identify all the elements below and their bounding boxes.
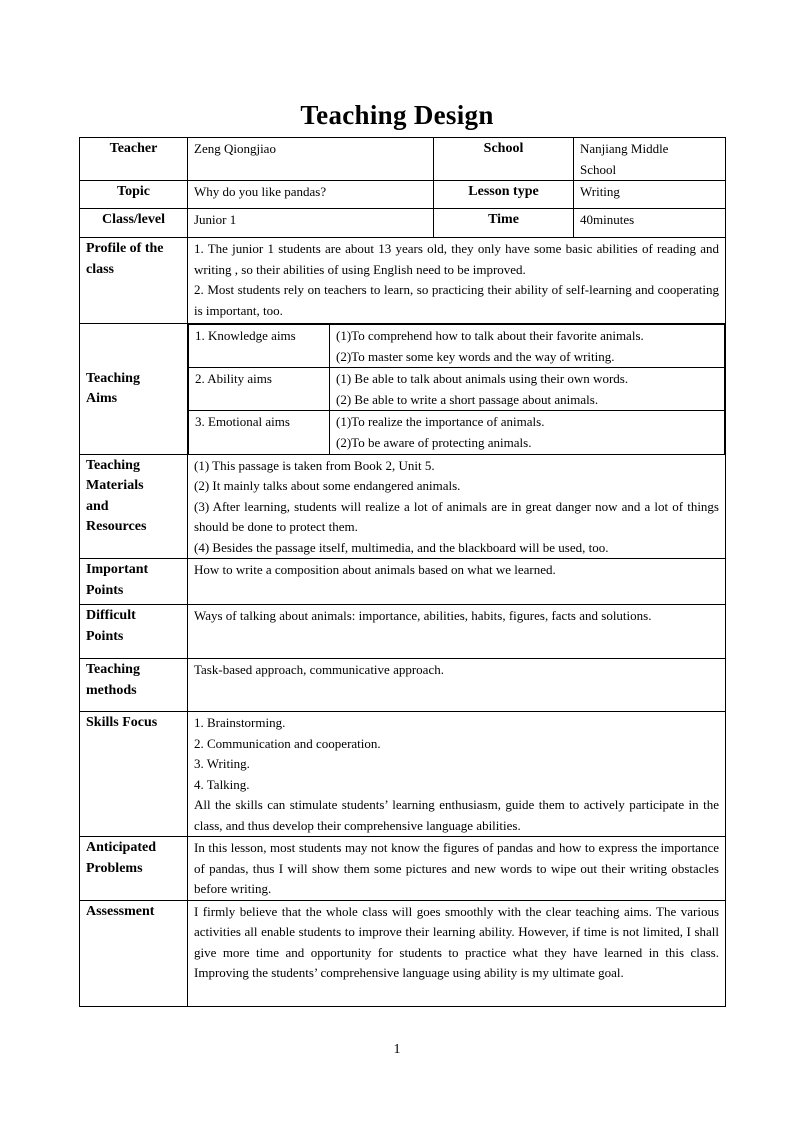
aim-detail: (1)To comprehend how to talk about their favorite animals. [336,328,644,343]
important-row [80,559,726,605]
profile-paragraph: 1. The junior 1 students are about 13 years old, they only have some basic abilities of reading and writing , so their abilities of using English need to be improved. [194,241,719,277]
aim-detail: (1) Be able to talk about animals using their own words. [336,371,629,386]
methods-label-line1: Teaching [86,662,140,677]
document-title: Teaching Design [300,100,494,130]
class-value: Junior 1 [188,209,434,238]
materials-label [80,454,188,559]
aims-row [80,324,726,455]
teacher-label: Teacher [80,138,188,181]
time-value: 40minutes [574,209,726,238]
aim-row [189,325,725,368]
important-label [80,559,188,605]
materials-line: (3) After learning, students will realize a lot of animals are in great danger now and a lot of things should be done to protect them. [194,498,719,534]
skills-line: 4. Talking. [194,776,250,792]
skills-line: 1. Brainstorming. [194,715,286,730]
assessment-label: Assessment [80,900,188,1006]
aim-detail: (2) Be able to write a short passage about animals. [336,391,599,407]
time-label: Time [434,209,574,238]
profile-text [188,238,726,324]
skills-line: All the skills can stimulate students’ learning enthusiasm, guide them to actively participate in the class, and thus develop their comprehensive language abilities. [194,797,719,833]
teacher-value: Zeng Qiongjiao [188,138,434,181]
profile-row [80,238,726,324]
profile-label-line2: class [86,261,114,277]
materials-line: (2) It mainly talks about some endangered animals. [194,478,461,493]
skills-text [188,712,726,837]
skills-line: 2. Communication and cooperation. [194,735,381,751]
materials-line: (4) Besides the passage itself, multimedia, and the blackboard will be used, too. [194,539,609,555]
school-value-line2: School [580,161,617,177]
difficult-label [80,605,188,659]
materials-label-line: and [86,498,109,514]
aim-detail: (1)To realize the importance of animals. [336,414,545,429]
aim-name: 3. Emotional aims [189,411,330,454]
materials-label-line: Teaching [86,457,140,473]
problems-label [80,837,188,901]
assessment-row [80,900,726,1006]
class-label: Class/level [80,209,188,238]
problems-row [80,837,726,901]
aims-label-line1: Teaching [86,370,140,386]
class-row [80,209,726,238]
difficult-row [80,605,726,659]
aim-row [189,368,725,411]
aims-label-line2: Aims [86,391,118,407]
materials-row [80,454,726,559]
methods-text: Task-based approach, communicative approach. [188,659,726,712]
difficult-label-line2: Points [86,628,124,644]
profile-label [80,238,188,324]
school-value-line1: Nanjiang Middle [580,141,669,156]
topic-label: Topic [80,181,188,209]
aims-cell [188,324,726,455]
topic-row [80,181,726,209]
lesson-type-value: Writing [574,181,726,209]
school-value [574,138,726,181]
problems-label-line1: Anticipated [86,840,156,855]
materials-line: (1) This passage is taken from Book 2, Unit 5. [194,457,435,473]
materials-label-line: Resources [86,519,147,534]
aim-details [330,325,725,368]
skills-line: 3. Writing. [194,756,250,771]
materials-text [188,454,726,559]
teaching-design-table [79,137,726,1007]
aim-row [189,411,725,454]
aim-details [330,411,725,454]
problems-text: In this lesson, most students may not know the figures of pandas and how to express the importance of pandas, thus I will show them some pictures and new words to wipe out their writing obstacles before writing. [188,837,726,901]
methods-row [80,659,726,712]
materials-label-line: Materials [86,478,144,493]
aim-detail: (2)To master some key words and the way of writing. [336,348,615,364]
difficult-text: Ways of talking about animals: importance, abilities, habits, figures, facts and solutions. [188,605,726,659]
teacher-row [80,138,726,181]
aim-details [330,368,725,411]
topic-value: Why do you like pandas? [188,181,434,209]
lesson-type-label: Lesson type [434,181,574,209]
school-label: School [434,138,574,181]
skills-label: Skills Focus [80,712,188,837]
methods-label-line2: methods [86,682,137,698]
profile-label-line1: Profile of the [86,241,164,256]
profile-paragraph: 2. Most students rely on teachers to learn, so practicing their ability of self-learning and cooperating is important, too. [194,282,719,318]
aim-name: 2. Ability aims [189,368,330,411]
methods-label [80,659,188,712]
aims-subtable [188,324,725,454]
important-label-line1: Important [86,562,149,577]
assessment-text: I firmly believe that the whole class will goes smoothly with the clear teaching aims. The various activities all enable students to improve their learning ability. However, if time is not limited, I shall give more time and opportunity for students to practice what they have learned in this class. Improving the students’ comprehensive language using ability is my ultimate goal. [188,900,726,1006]
aim-name: 1. Knowledge aims [189,325,330,368]
important-label-line2: Points [86,582,124,598]
aim-detail: (2)To be aware of protecting animals. [336,434,532,450]
skills-row [80,712,726,837]
problems-label-line2: Problems [86,860,143,876]
difficult-label-line1: Difficult [86,608,136,623]
important-text: How to write a composition about animals based on what we learned. [188,559,726,605]
aims-label [80,324,188,455]
page-number: 1 [393,1042,401,1057]
